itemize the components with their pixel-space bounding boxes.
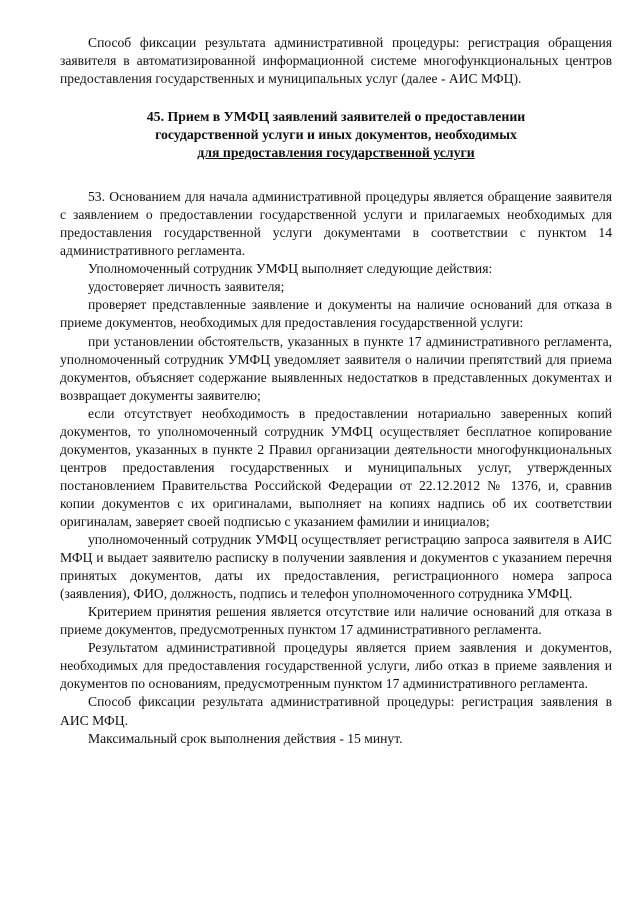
paragraph-fixation: Способ фиксации результата административной процедуры: регистрация заявления в АИС МФЦ. bbox=[60, 694, 612, 728]
paragraph-criterion: Критерием принятия решения является отсутствие или наличие оснований для отказа в приеме документов, предусмотренных пунктом 17 административного регламента. bbox=[60, 604, 612, 638]
paragraph-obstacles: при установлении обстоятельств, указанных в пункте 17 административного регламента, уполномоченный сотрудник УМФЦ уведомляет заявителя о наличии препятствий для приема документов, объясняет содержание выявленных недостатков в представленных документах и возвращает документы заявителю; bbox=[60, 333, 612, 403]
intro-text: Способ фиксации результата административной процедуры: регистрация обращения заявителя в автоматизированной информационной системе многофункциональных центров предоставления государственных и муниципальных услуг (далее - АИС МФЦ). bbox=[60, 35, 612, 87]
paragraph-identity: удостоверяет личность заявителя; bbox=[88, 279, 285, 295]
intro-paragraph bbox=[60, 34, 612, 88]
heading-line-3: для предоставления государственной услуги bbox=[197, 145, 475, 161]
paragraph-copying: если отсутствует необходимость в предоставлении нотариально заверенных копий документов, то уполномоченный сотрудник УМФЦ осуществляет бесплатное копирование документов, указанных в пункте 2 Правил организации деятельности многофункциональных центров предоставления государственных и муниципальных услуг, утвержденных постановлением Правительства Российской Федерации от 22.12.2012 № 1376, и, сравнив копии документов с их оригиналами, выполняет на копиях надпись об их соответствии оригиналам, заверяет своей подписью с указанием фамилии и инициалов; bbox=[60, 405, 612, 529]
paragraph-registration: уполномоченный сотрудник УМФЦ осуществляет регистрацию запроса заявителя в АИС МФЦ и выдает заявителю расписку в получении заявления и документов с указанием перечня принятых документов, даты их предоставления, регистрационного номера запроса (заявления), ФИО, должность, подпись и телефон уполномоченного сотрудника УМФЦ. bbox=[60, 532, 612, 602]
paragraph-53: 53. Основанием для начала административной процедуры является обращение заявителя с заявлением о предоставлении государственной услуги и прилагаемых необходимых для предоставления государственной услуги документами в соответствии с пунктом 14 административного регламента. bbox=[60, 189, 612, 259]
paragraph-result: Результатом административной процедуры является прием заявления и документов, необходимых для предоставления государственной услуги, либо отказ в приеме заявления и документов по основаниям, предусмотренным пунктом 17 административного регламента. bbox=[60, 640, 612, 692]
paragraph-actions-intro: Уполномоченный сотрудник УМФЦ выполняет следующие действия: bbox=[88, 261, 493, 277]
paragraph-max-time: Максимальный срок выполнения действия - 15 минут. bbox=[88, 730, 403, 746]
section-heading bbox=[60, 108, 612, 162]
heading-line-1: 45. Прием в УМФЦ заявлений заявителей о предоставлении bbox=[146, 109, 526, 125]
paragraph-check-documents: проверяет представленные заявление и документы на наличие оснований для отказа в приеме документов, необходимых для предоставления государственной услуги: bbox=[60, 297, 612, 331]
document-page bbox=[60, 34, 612, 748]
heading-line-2: государственной услуги и иных документов, необходимых bbox=[155, 127, 517, 143]
